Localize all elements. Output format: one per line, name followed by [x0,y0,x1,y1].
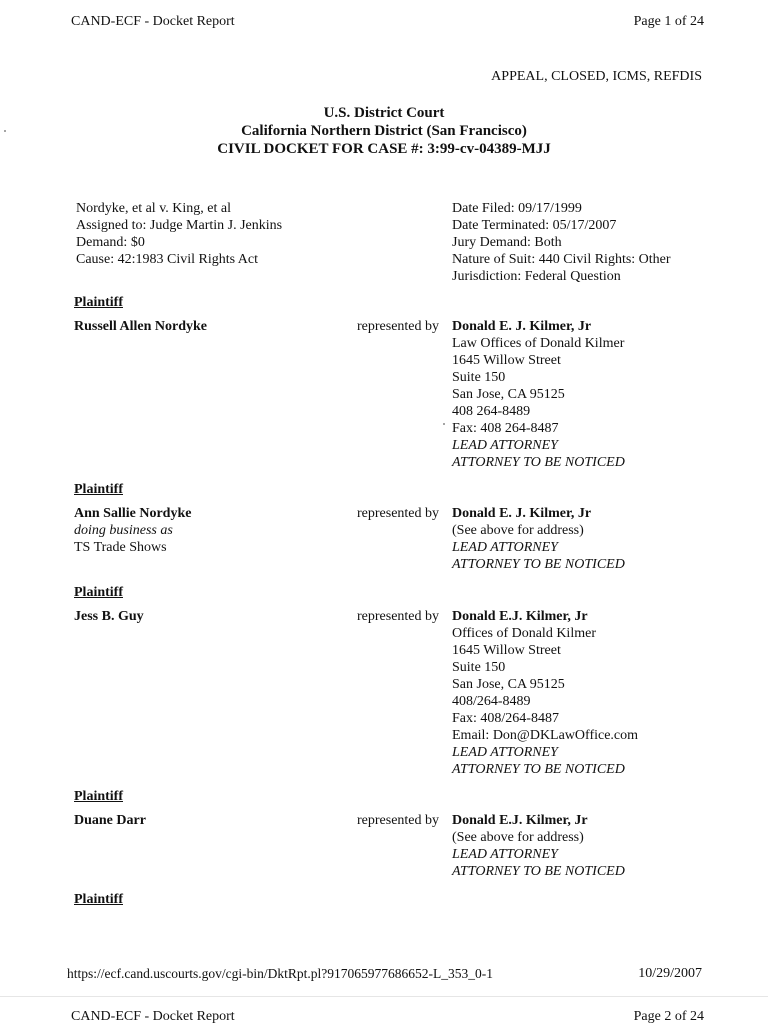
court-district: California Northern District (San Francisco) [241,123,527,139]
party-block [74,318,207,335]
attorney-email: Email: Don@DKLawOffice.com [452,728,639,743]
attorney-block [452,318,625,471]
party-name: Ann Sallie Nordyke [74,506,192,521]
date-terminated: Date Terminated: 05/17/2007 [452,218,617,233]
attorney-line: San Jose, CA 95125 [452,387,565,402]
represented-by: represented by [357,506,440,521]
represented-by: represented by [357,609,440,624]
party-business-name: TS Trade Shows [74,540,167,555]
page-number: Page 1 of 24 [633,14,704,29]
attorney-line: (See above for address) [452,523,584,538]
lead-attorney: LEAD ATTORNEY [452,847,558,862]
nature-of-suit: Nature of Suit: 440 Civil Rights: Other [452,252,671,267]
party-dba: doing business as [74,523,173,538]
attorney-line: San Jose, CA 95125 [452,677,565,692]
lead-attorney: LEAD ATTORNEY [452,540,558,555]
lead-attorney: LEAD ATTORNEY [452,745,558,760]
party-block [74,608,144,625]
demand: Demand: $0 [76,235,145,250]
party-name: Duane Darr [74,813,146,828]
party-label: Plaintiff [74,789,123,804]
attorney-line: Fax: 408/264-8487 [452,711,559,726]
party-label: Plaintiff [74,585,123,600]
attorney-line: 408/264-8489 [452,694,531,709]
jurisdiction: Jurisdiction: Federal Question [452,269,621,284]
attorney-line: Suite 150 [452,370,506,385]
assigned-judge: Assigned to: Judge Martin J. Jenkins [76,218,283,233]
attorney-line: 1645 Willow Street [452,353,561,368]
attorney-line: Offices of Donald Kilmer [452,626,596,641]
date-filed: Date Filed: 09/17/1999 [452,201,582,216]
report-title: CAND-ECF - Docket Report [71,14,235,29]
docket-title: CIVIL DOCKET FOR CASE #: 3:99-cv-04389-MJJ [217,141,551,157]
scan-speck [4,130,6,132]
party-label: Plaintiff [74,295,123,310]
represented-by: represented by [357,319,440,334]
party-name: Jess B. Guy [74,609,144,624]
attorney-line: Law Offices of Donald Kilmer [452,336,625,351]
attorney-to-be-noticed: ATTORNEY TO BE NOTICED [452,762,625,777]
case-title: Nordyke, et al v. King, et al [76,201,231,216]
attorney-name: Donald E. J. Kilmer, Jr [452,319,592,334]
attorney-to-be-noticed: ATTORNEY TO BE NOTICED [452,864,625,879]
attorney-line: (See above for address) [452,830,584,845]
cause: Cause: 42:1983 Civil Rights Act [76,252,259,267]
case-info-right [452,200,671,285]
attorney-line: 408 264-8489 [452,404,531,419]
report-title-page2: CAND-ECF - Docket Report [71,1009,235,1024]
party-label: Plaintiff [74,892,123,907]
court-name: U.S. District Court [323,105,445,121]
page-url: https://ecf.cand.uscourts.gov/cgi-bin/DktRpt.pl?917065977686652-L_353_0-1 [67,966,493,981]
jury-demand: Jury Demand: Both [452,235,562,250]
attorney-block [452,608,638,778]
attorney-block [452,812,625,880]
attorney-line: Suite 150 [452,660,506,675]
case-flags: APPEAL, CLOSED, ICMS, REFDIS [491,69,702,84]
print-date: 10/29/2007 [638,966,702,981]
attorney-name: Donald E.J. Kilmer, Jr [452,609,588,624]
party-label: Plaintiff [74,482,123,497]
case-info-left [76,200,282,268]
party-block [74,812,146,829]
attorney-block [452,505,625,573]
party-name: Russell Allen Nordyke [74,319,208,334]
attorney-line: 1645 Willow Street [452,643,561,658]
lead-attorney: LEAD ATTORNEY [452,438,558,453]
scan-speck [443,423,445,425]
attorney-name: Donald E. J. Kilmer, Jr [452,506,592,521]
represented-by: represented by [357,813,440,828]
attorney-line: Fax: 408 264-8487 [452,421,559,436]
party-block [74,505,191,556]
attorney-to-be-noticed: ATTORNEY TO BE NOTICED [452,455,625,470]
attorney-name: Donald E.J. Kilmer, Jr [452,813,588,828]
attorney-to-be-noticed: ATTORNEY TO BE NOTICED [452,557,625,572]
page-break [0,996,768,997]
page-number-page2: Page 2 of 24 [633,1009,704,1024]
